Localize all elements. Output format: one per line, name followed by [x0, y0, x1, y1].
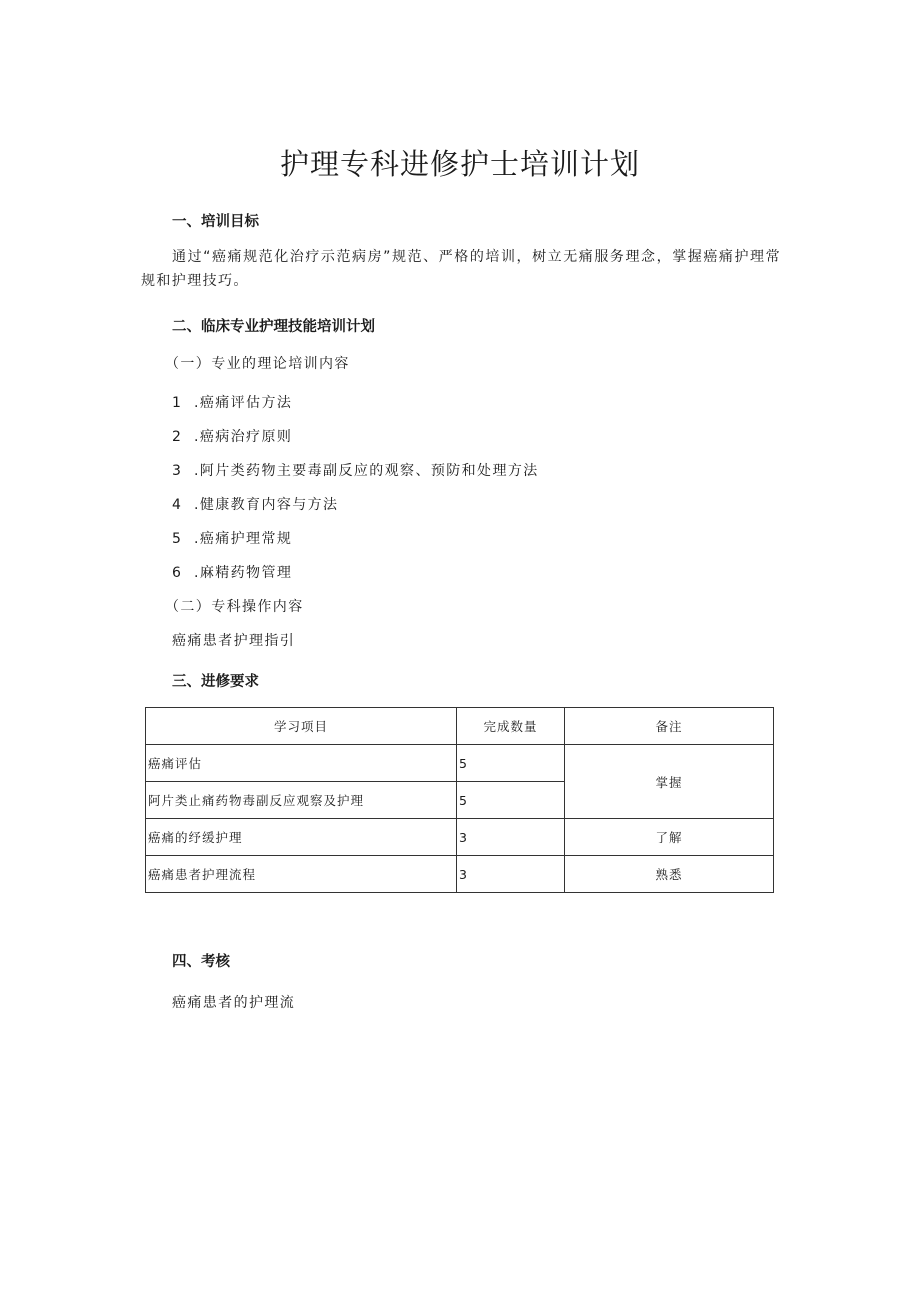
column-header-item: 学习项目 — [146, 708, 457, 745]
section-heading-skills-plan: 二、临床专业护理技能培训计划 — [172, 319, 375, 335]
column-header-note: 备注 — [565, 708, 774, 745]
section-heading-assessment: 四、考核 — [172, 954, 230, 970]
list-item — [172, 460, 539, 480]
list-item-number: 6 — [172, 565, 183, 581]
cell-item: 癌痛评估 — [146, 745, 457, 782]
cell-item: 阿片类止痛药物毒副反应观察及护理 — [146, 782, 457, 819]
list-item-number: 5 — [172, 531, 183, 547]
list-item-text: .癌痛评估方法 — [194, 395, 293, 411]
cell-count: 3 — [457, 856, 565, 893]
cell-item: 癌痛患者护理流程 — [146, 856, 457, 893]
table-header-row — [146, 708, 774, 745]
cell-count: 5 — [457, 782, 565, 819]
list-item — [172, 562, 292, 582]
section-heading-requirements: 三、进修要求 — [172, 674, 259, 690]
subheading-operations: （二）专科操作内容 — [165, 599, 304, 615]
goals-paragraph: 通过“癌痛规范化治疗示范病房”规范、严格的培训，树立无痛服务理念，掌握癌痛护理常规和护理技巧。 — [141, 249, 781, 289]
list-item — [172, 528, 292, 548]
page-title: 护理专科进修护士培训计划 — [279, 147, 640, 181]
list-item-text: .癌病治疗原则 — [194, 429, 293, 445]
cell-note-merged: 掌握 — [565, 745, 774, 819]
cell-note: 了解 — [565, 819, 774, 856]
table-row — [146, 745, 774, 782]
list-item-number: 4 — [172, 497, 183, 513]
list-item-text: .阿片类药物主要毒副反应的观察、预防和处理方法 — [194, 463, 539, 479]
table-row — [146, 819, 774, 856]
list-item — [172, 392, 292, 412]
list-item-number: 1 — [172, 395, 183, 411]
list-item-number: 2 — [172, 429, 183, 445]
list-item-text: .麻精药物管理 — [194, 565, 293, 581]
cell-note: 熟悉 — [565, 856, 774, 893]
list-item-text: .癌痛护理常规 — [194, 531, 293, 547]
list-item-text: .健康教育内容与方法 — [194, 497, 339, 513]
operations-text: 癌痛患者护理指引 — [172, 633, 296, 649]
cell-item: 癌痛的纾缓护理 — [146, 819, 457, 856]
section-heading-goals: 一、培训目标 — [172, 214, 259, 230]
column-header-count: 完成数量 — [457, 708, 565, 745]
list-item-number: 3 — [172, 463, 183, 479]
table-row — [146, 856, 774, 893]
list-item — [172, 426, 292, 446]
list-item — [172, 494, 338, 514]
requirements-table — [145, 707, 774, 893]
subheading-theory: （一）专业的理论培训内容 — [165, 356, 350, 372]
assessment-text: 癌痛患者的护理流 — [172, 995, 296, 1011]
cell-count: 5 — [457, 745, 565, 782]
cell-count: 3 — [457, 819, 565, 856]
